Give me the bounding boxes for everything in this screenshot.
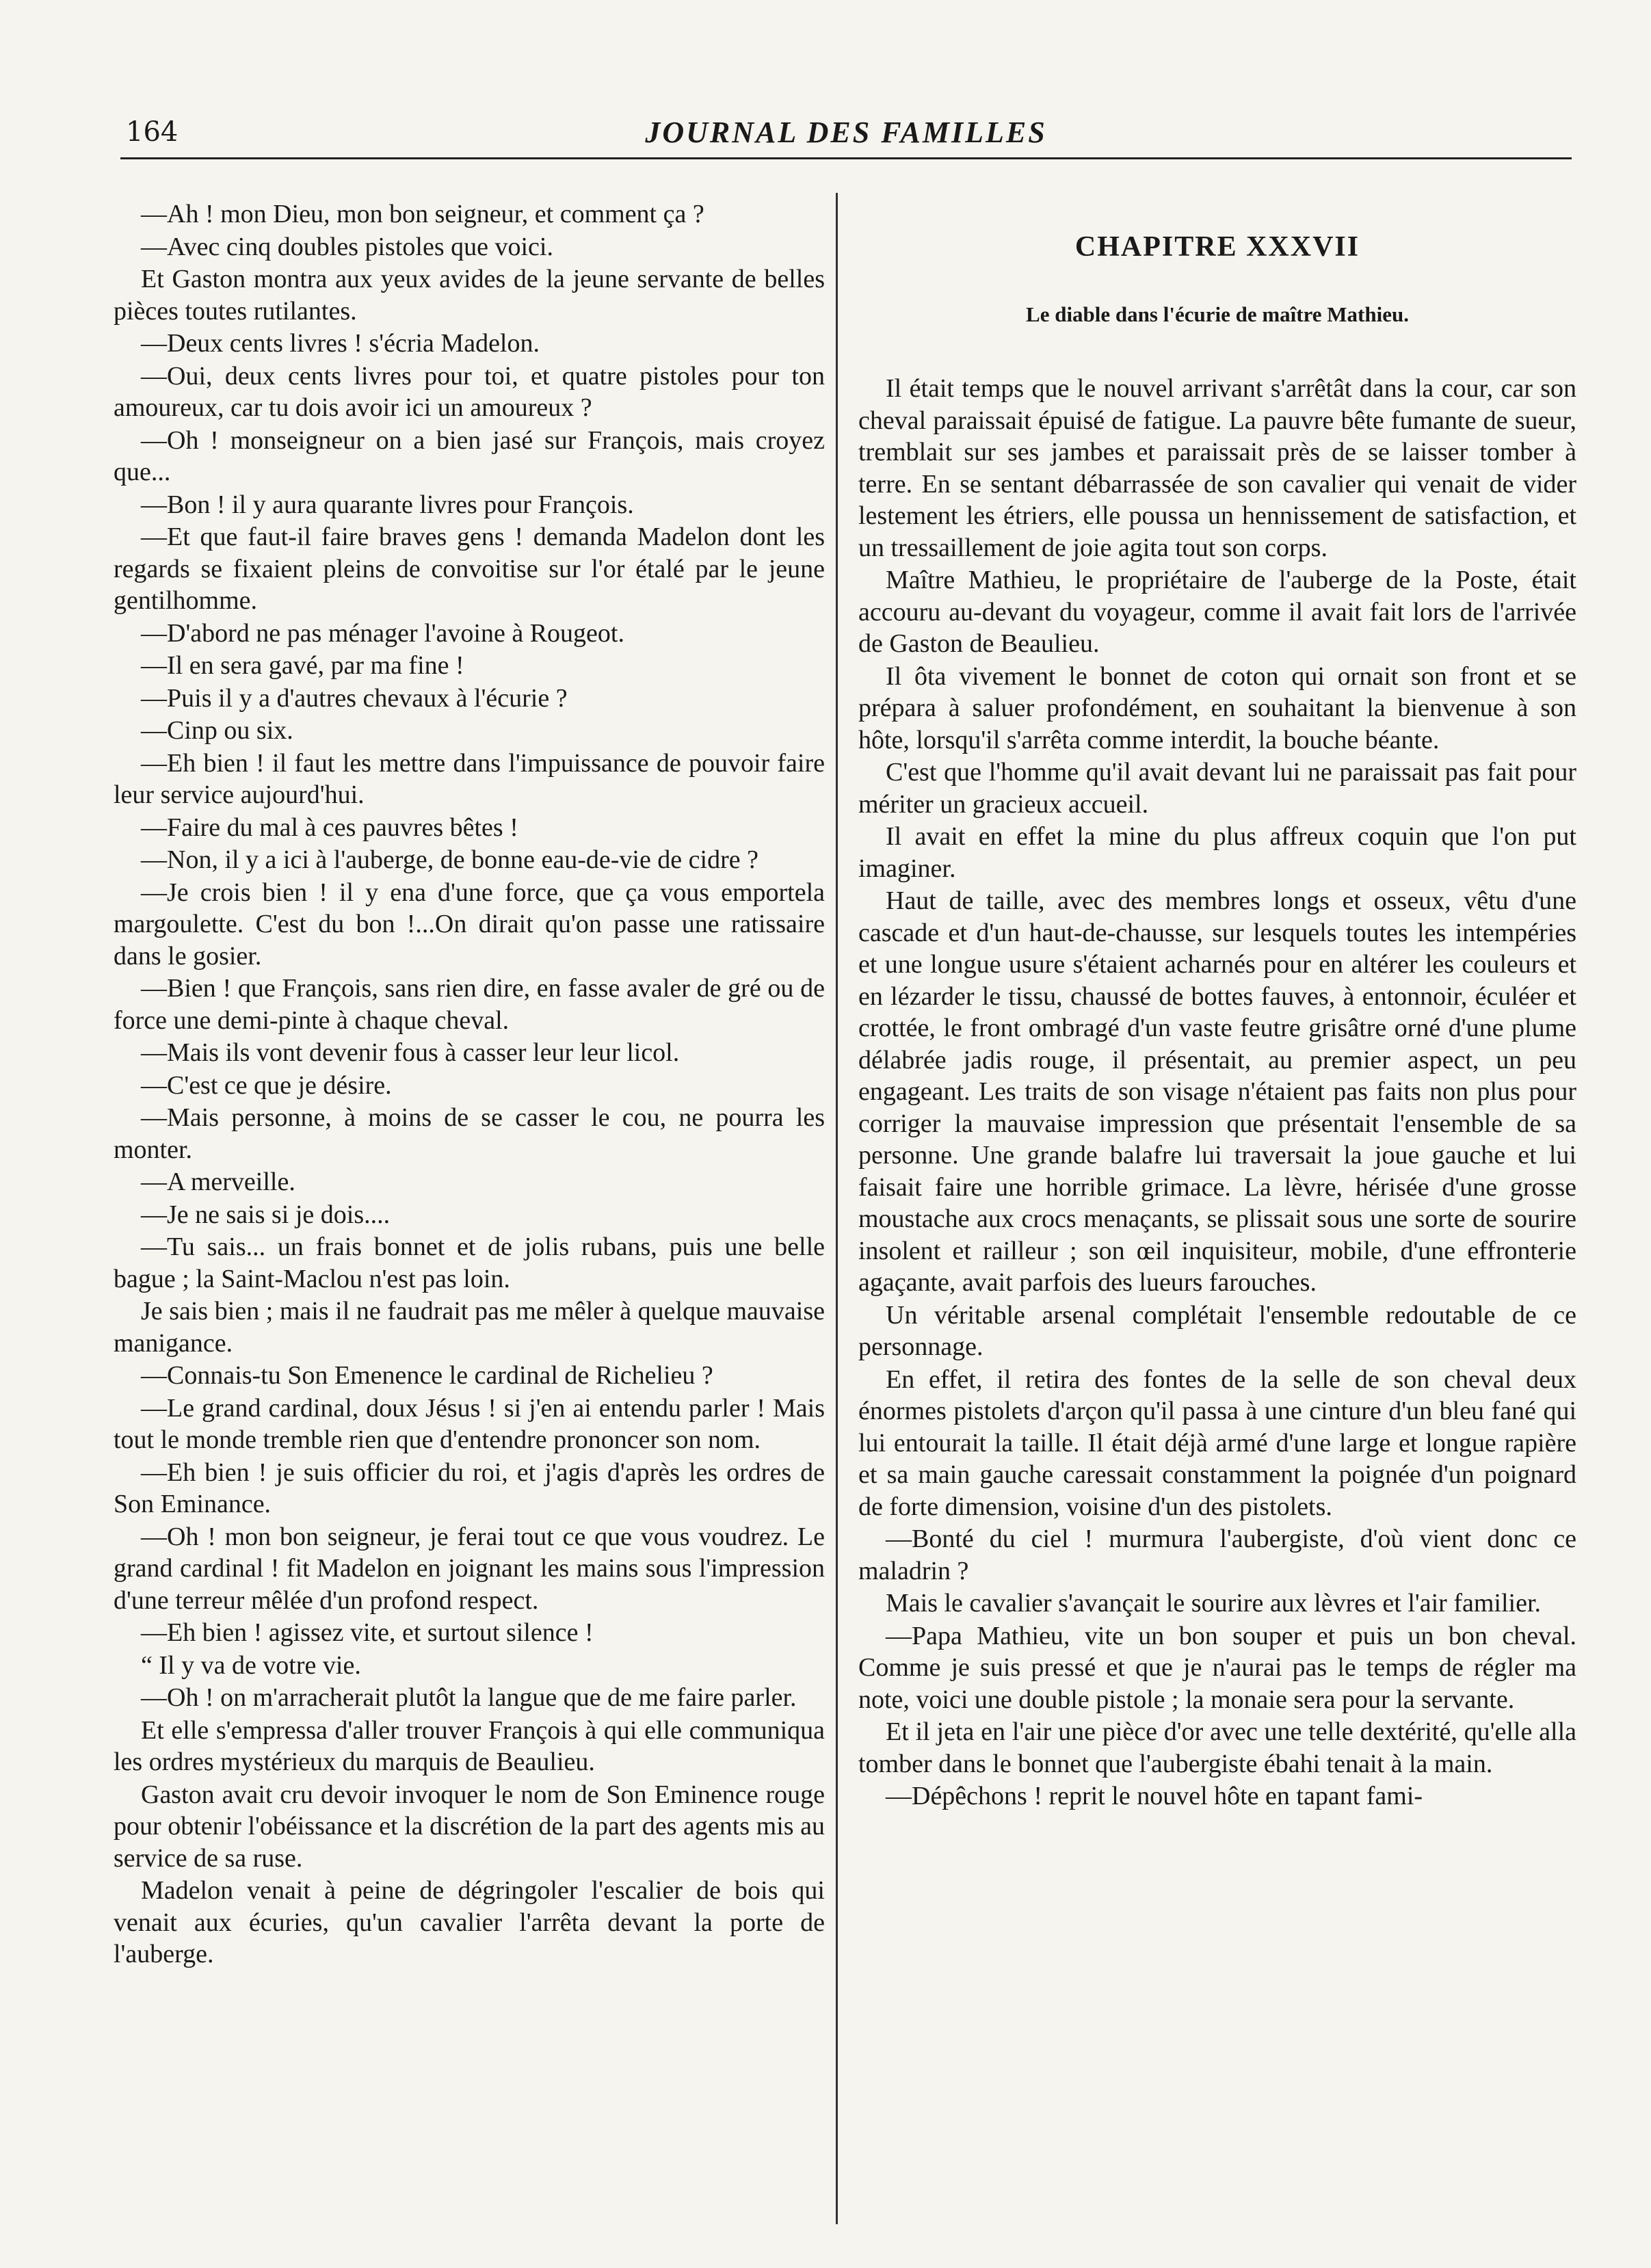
paragraph: —Il en sera gavé, par ma fine ! [141, 651, 464, 680]
paragraph: —Dépêchons ! reprit le nouvel hôte en tapant fami- [886, 1782, 1423, 1810]
left-column [114, 198, 825, 1971]
paragraph: —Oh ! on m'arracherait plutôt la langue que de me faire parler. [141, 1683, 797, 1712]
paragraph: —Mais personne, à moins de se casser le cou, ne pourra les monter. [114, 1103, 825, 1164]
paragraph: C'est que l'homme qu'il avait devant lui ne paraissait pas fait pour mériter un gracieux accueil. [858, 758, 1576, 819]
paragraph: —Avec cinq doubles pistoles que voici. [141, 232, 553, 261]
paragraph: —A merveille. [141, 1168, 295, 1196]
paragraph: Il était temps que le nouvel arrivant s'arrêtât dans la cour, car son cheval paraissait épuisé de fatigue. La pauvre bête fumante de sueur, tremblait sur ses jambes et paraissait près de se laisser tomber à terre. En se sentant débarrassée de son cavalier qui venait de vider lestement les étriers, elle poussa un hennissement de satisfaction, et un tressaillement de joie agita tout son corps. [858, 374, 1576, 562]
right-column [858, 198, 1576, 1813]
paragraph: —Deux cents livres ! s'écria Madelon. [141, 329, 540, 358]
column-divider [836, 193, 838, 2224]
paragraph: Et Gaston montra aux yeux avides de la jeune servante de belles pièces toutes rutilantes. [114, 265, 825, 326]
paragraph: Mais le cavalier s'avançait le sourire aux lèvres et l'air familier. [886, 1589, 1541, 1618]
paragraph: Maître Mathieu, le propriétaire de l'auberge de la Poste, était accouru au-devant du voyageur, comme il avait fait lors de l'arrivée de Gaston de Beaulieu. [858, 566, 1576, 658]
paragraph: —Faire du mal à ces pauvres bêtes ! [141, 813, 518, 842]
chapter-subtitle: Le diable dans l'écurie de maître Mathieu. [1026, 302, 1409, 326]
paragraph: —Oh ! monseigneur on a bien jasé sur François, mais croyez que... [114, 425, 825, 486]
chapter-title: CHAPITRE XXXVII [1074, 231, 1360, 263]
paragraph: —Papa Mathieu, vite un bon souper et puis un bon cheval. Comme je suis pressé et que je n'aurai pas le temps de régler ma note, voici une double pistole ; la monaie sera pour la servante. [858, 1621, 1576, 1714]
paragraph: —Cinp ou six. [141, 716, 293, 745]
paragraph: “ Il y va de votre vie. [141, 1650, 361, 1680]
paragraph: —Mais ils vont devenir fous à casser leur leur licol. [141, 1038, 680, 1067]
paragraph: Gaston avait cru devoir invoquer le nom de Son Eminence rouge pour obtenir l'obéissance et la discrétion de la part des agents mis au service de sa ruse. [114, 1780, 825, 1873]
paragraph: —Eh bien ! agissez vite, et surtout silence ! [141, 1618, 594, 1647]
paragraph: En effet, il retira des fontes de la selle de son cheval deux énormes pistolets d'arçon qu'il passa à une cinture d'un bleu fané qui lui entourait la taille. Il était déjà armé d'une large et longue rapière et sa main gauche caressait constamment la poignée d'un poignard de forte dimension, voisine d'un des pistolets. [858, 1364, 1576, 1521]
paragraph: —Eh bien ! il faut les mettre dans l'impuissance de pouvoir faire leur service aujourd'hui. [114, 748, 825, 809]
paragraph: —Eh bien ! je suis officier du roi, et j'agis d'après les ordres de Son Eminance. [114, 1458, 825, 1518]
paragraph: Il ôta vivement le bonnet de coton qui ornait son front et se prépara à saluer profondément, en souhaitant la bienvenue à son hôte, lorsqu'il s'arrêta comme interdit, la bouche béante. [858, 661, 1576, 754]
paragraph: —D'abord ne pas ménager l'avoine à Rougeot. [141, 618, 624, 648]
paragraph: Et il jeta en l'air une pièce d'or avec une telle dextérité, qu'elle alla tomber dans le bonnet que l'aubergiste ébahi tenait à la main. [858, 1717, 1576, 1778]
paragraph: Un véritable arsenal complétait l'ensemble redoutable de ce personnage. [858, 1300, 1576, 1361]
paragraph: —C'est ce que je désire. [141, 1070, 392, 1100]
paragraph: —Et que faut-il faire braves gens ! demanda Madelon dont les regards se fixaient pleins de convoitise sur l'or étalé par le jeune gentilhomme. [114, 523, 825, 615]
paragraph: Et elle s'empressa d'aller trouver François à qui elle communiqua les ordres mystérieux du marquis de Beaulieu. [114, 1715, 825, 1776]
paragraph: —Oh ! mon bon seigneur, je ferai tout ce que vous voudrez. Le grand cardinal ! fit Madelon en joignant les mains sous l'impression d'une terreur mêlée d'un profond respect. [114, 1522, 825, 1615]
paragraph: Madelon venait à peine de dégringoler l'escalier de bois qui venait aux écuries, qu'un cavalier l'arrêta devant la porte de l'auberge. [114, 1876, 825, 1968]
paragraph: —Bien ! que François, sans rien dire, en fasse avaler de gré ou de force une demi-pinte à chaque cheval. [114, 974, 825, 1035]
paragraph: —Non, il y a ici à l'auberge, de bonne eau-de-vie de cidre ? [141, 845, 758, 874]
paragraph: —Ah ! mon Dieu, mon bon seigneur, et comment ça ? [141, 200, 704, 228]
paragraph: Haut de taille, avec des membres longs et osseux, vêtu d'une cascade et d'un haut-de-chausse, sur lesquels toutes les intempéries et une longue usure s'étaient acharnés pour en altérer les couleurs et en lézarder le tissu, chaussé de bottes fauves, à entonnoir, éculéer et crottée, le front ombragé d'un vaste feutre grisâtre orné d'une plume délabrée jadis rouge, il présentait, au premier aspect, un peu engageant. Les traits de son visage n'étaient pas faits non plus pour corriger la mauvaise impression que présentait l'ensemble de sa personne. Une grande balafre lui traversait la joue gauche et lui faisait faire une horrible grimace. La lèvre, hérisée d'une grosse moustache aux crocs menaçants, se plissait sous une sorte de sourire insolent et railleur ; son œil inquisiteur, mobile, d'une effronterie agaçante, avait parfois des lueurs farouches. [858, 886, 1576, 1297]
paragraph: —Tu sais... un frais bonnet et de jolis rubans, puis une belle bague ; la Saint-Maclou n'est pas loin. [114, 1232, 825, 1293]
paragraph: —Connais-tu Son Emenence le cardinal de Richelieu ? [141, 1361, 713, 1390]
paragraph: Il avait en effet la mine du plus affreux coquin que l'on put imaginer. [858, 822, 1576, 883]
right-column-body [858, 373, 1576, 1812]
paragraph: —Bon ! il y aura quarante livres pour François. [141, 490, 634, 519]
paragraph: —Le grand cardinal, doux Jésus ! si j'en ai entendu parler ! Mais tout le monde tremble rien que d'entendre prononcer son nom. [114, 1393, 825, 1454]
paragraph: —Je ne sais si je dois.... [141, 1200, 391, 1229]
paragraph: —Bonté du ciel ! murmura l'aubergiste, d'où vient donc ce maladrin ? [858, 1525, 1576, 1585]
paragraph: —Oui, deux cents livres pour toi, et quatre pistoles pour ton amoureux, car tu dois avoir ici un amoureux ? [114, 361, 825, 422]
page-header [120, 103, 1572, 159]
paragraph: —Je crois bien ! il y ena d'une force, que ça vous emportela margoulette. C'est du bon !...On dirait qu'on passe une ratissaire dans le gosier. [114, 878, 825, 971]
paragraph: Je sais bien ; mais il ne faudrait pas me mêler à quelque mauvaise manigance. [114, 1297, 825, 1358]
running-head: JOURNAL DES FAMILLES [645, 116, 1047, 149]
paragraph: —Puis il y a d'autres chevaux à l'écurie ? [141, 683, 568, 713]
page-number: 164 [126, 116, 179, 148]
